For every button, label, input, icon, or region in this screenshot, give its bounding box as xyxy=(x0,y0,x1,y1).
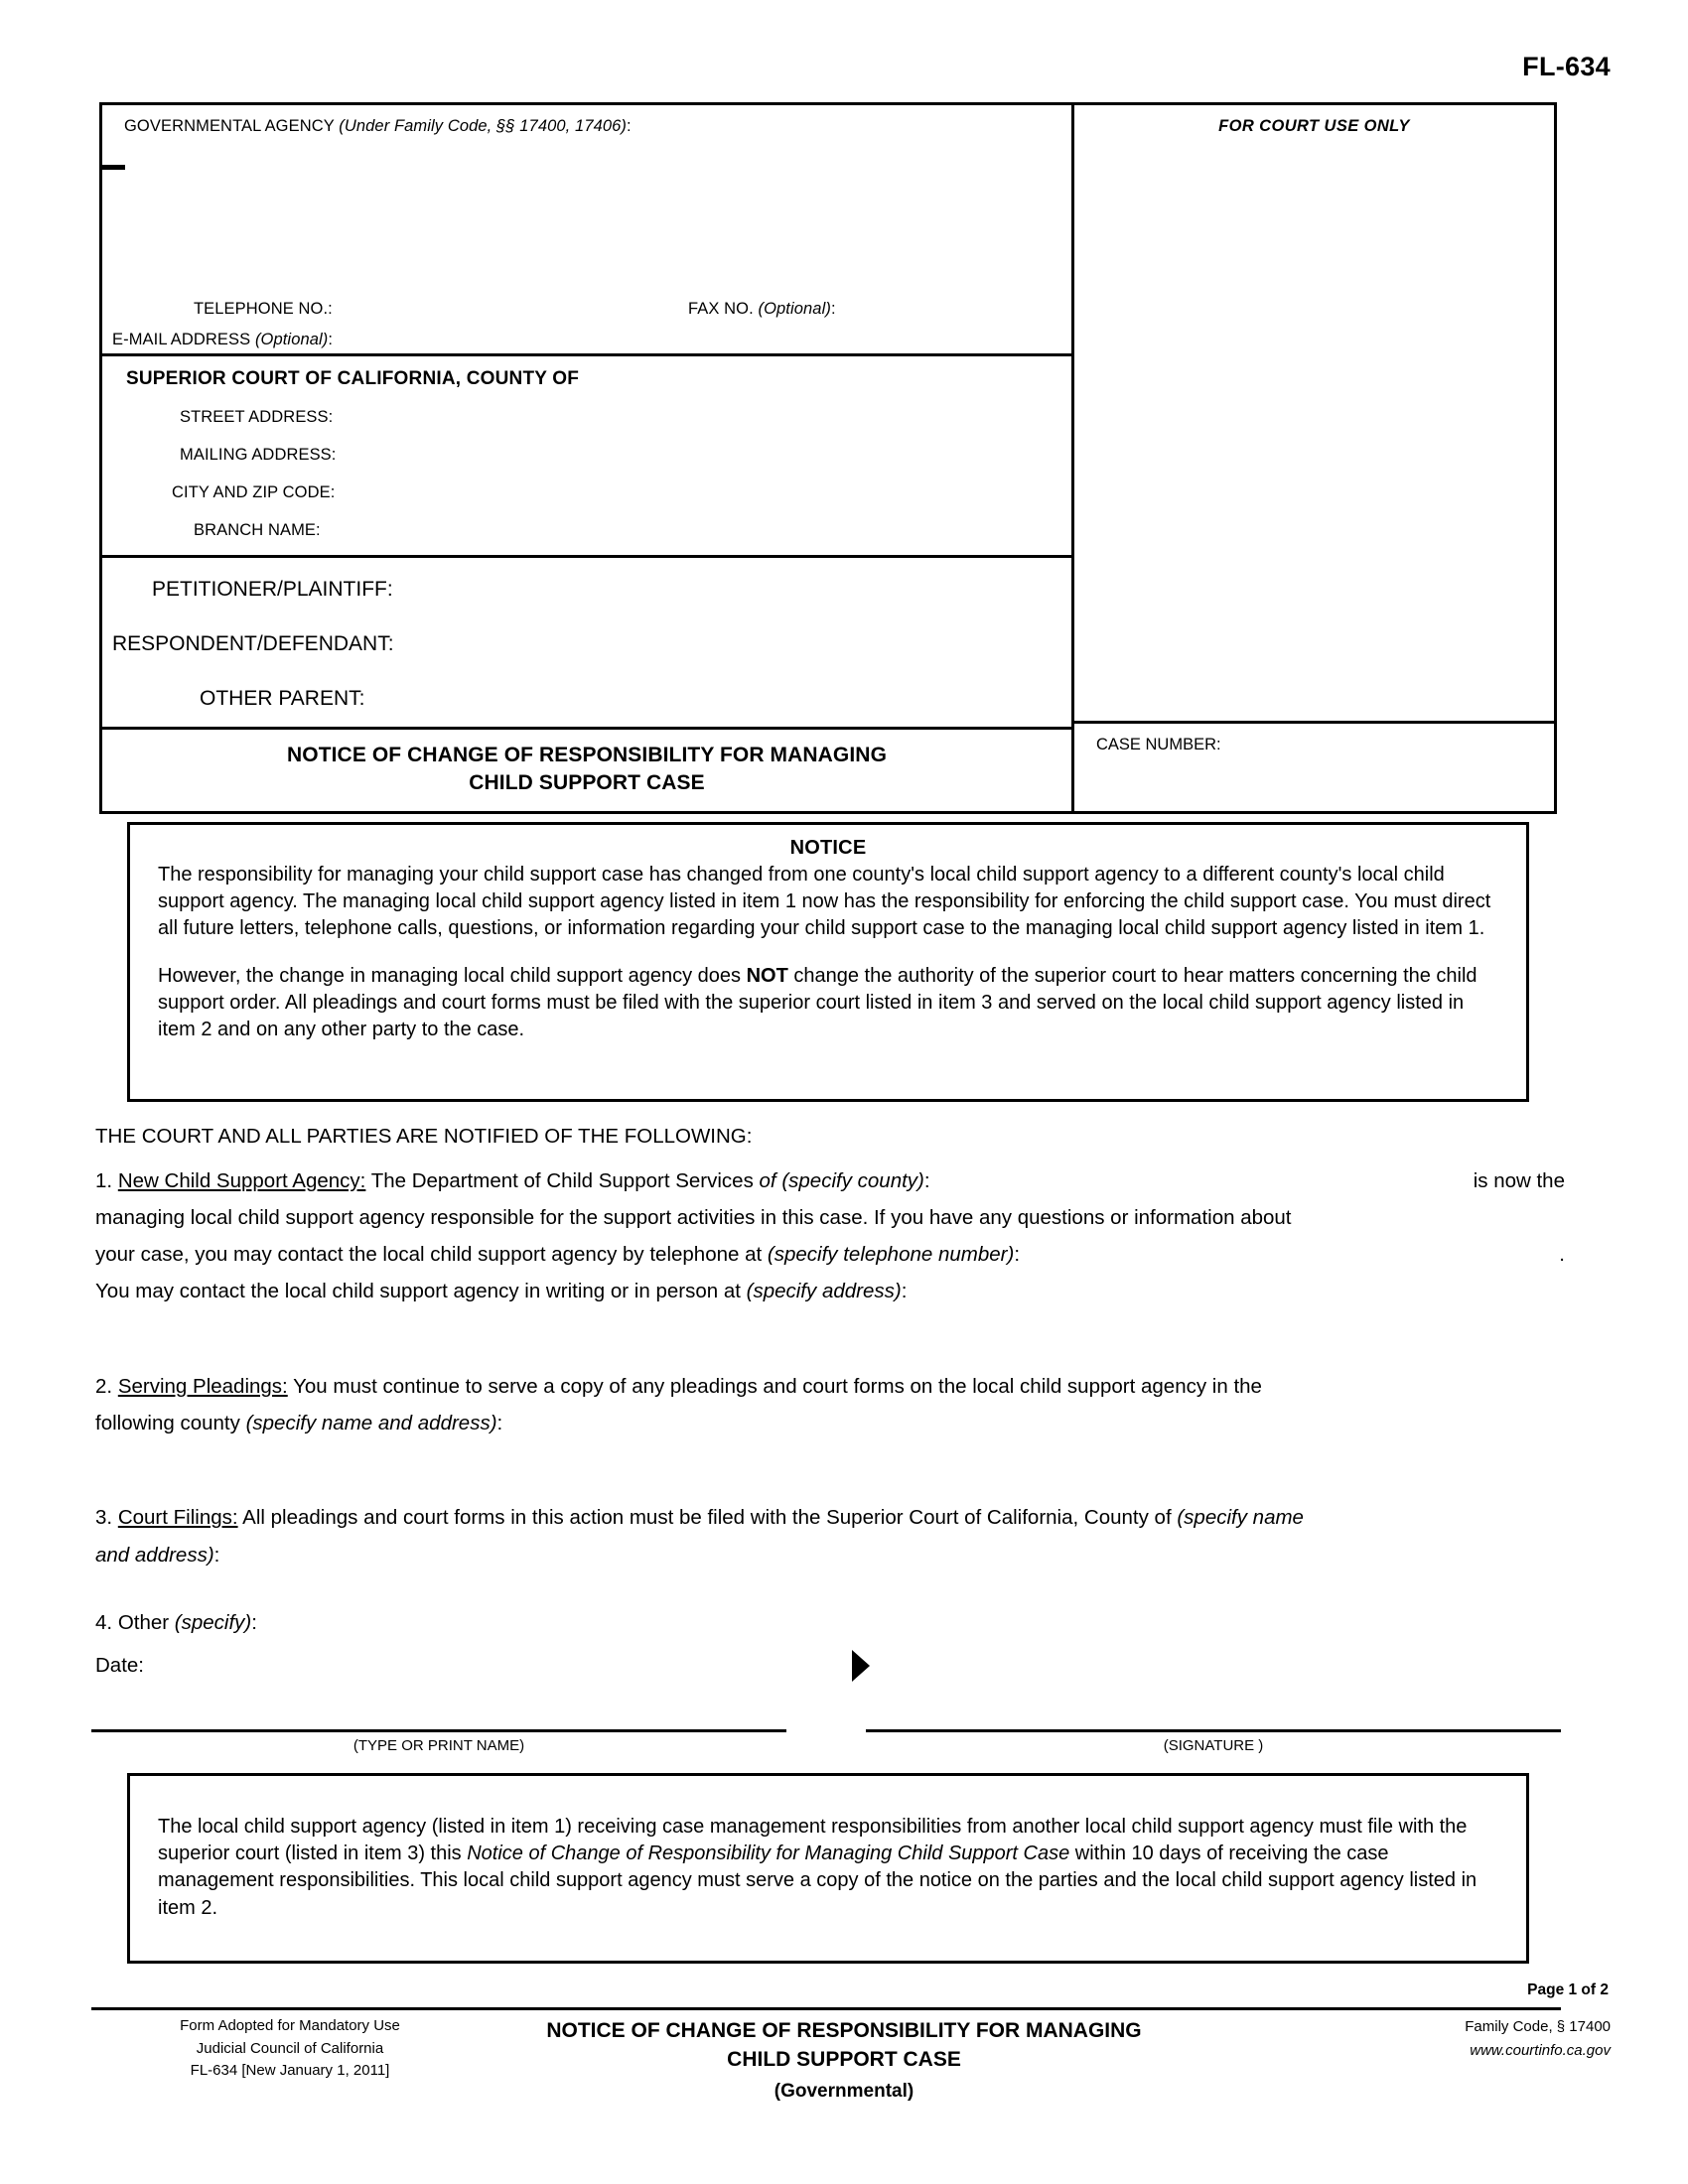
footer-title-line-3: (Governmental) xyxy=(774,2080,914,2102)
item-2-serving-pleadings: 2. Serving Pleadings: You must continue to serve a copy of any pleadings and court forms on the local child support agency in the following county (specify name and address): xyxy=(95,1368,1565,1442)
caption-upper-row xyxy=(102,105,1554,811)
governmental-agency-field[interactable] xyxy=(102,105,1071,353)
item-2-line-2: following county (specify name and address): xyxy=(95,1411,503,1434)
item-1-number: 1. xyxy=(95,1168,113,1192)
fax-no-label: FAX NO. (Optional): xyxy=(688,300,836,318)
item-1-line3-period: . xyxy=(1559,1243,1565,1267)
footer-website: www.courtinfo.ca.gov xyxy=(1470,2042,1611,2059)
for-court-use-only-label: FOR COURT USE ONLY xyxy=(1218,117,1410,135)
item-2-specify-name-address: (specify name and address) xyxy=(245,1411,497,1434)
date-label[interactable]: Date: xyxy=(95,1653,144,1677)
item-4-other: 4. Other (specify): xyxy=(95,1611,257,1634)
form-title-block xyxy=(102,727,1071,811)
notified-intro-line: THE COURT AND ALL PARTIES ARE NOTIFIED OF THE FOLLOWING: xyxy=(95,1125,753,1148)
street-address-label: STREET ADDRESS: xyxy=(180,408,334,426)
agency-tick-mark xyxy=(99,165,125,170)
instruction-form-name-italic: Notice of Change of Responsibility for Managing Child Support Case xyxy=(467,1843,1070,1865)
item-1-specify-telephone: (specify telephone number) xyxy=(767,1243,1015,1267)
city-zip-label: CITY AND ZIP CODE: xyxy=(172,483,336,501)
form-title xyxy=(102,742,1071,798)
footer-adoption-info xyxy=(91,2015,489,2083)
superior-court-field[interactable] xyxy=(102,353,1071,555)
item-1-heading: New Child Support Agency: xyxy=(117,1168,366,1192)
item-1-answer-space[interactable] xyxy=(95,1310,1565,1368)
item-1-line-3: your case, you may contact the local child support agency by telephone at (specify telephone number): . xyxy=(95,1236,1565,1273)
form-title-line1: NOTICE OF CHANGE OF RESPONSIBILITY FOR MANAGING xyxy=(287,744,887,766)
item-2-number: 2. xyxy=(95,1374,113,1398)
fax-optional-note: (Optional) xyxy=(758,300,831,318)
case-number-label: CASE NUMBER: xyxy=(1096,736,1221,753)
item-3-specify-address: and address) xyxy=(95,1543,214,1567)
signature-rule xyxy=(866,1729,1561,1732)
page-indicator: Page 1 of 2 xyxy=(1527,1981,1609,1998)
instruction-paragraph: The local child support agency (listed in item 1) receiving case management responsibilities from another local child support agency must file with the superior court (listed in item 3) this Notice of Change of Responsibility for Managing Child Support Case within 10 days of receiving the case management responsibilities. This local child support agency must serve a copy of the notice on the parties and the local child support agency listed in item 2. xyxy=(158,1816,1477,1919)
respondent-label: RESPONDENT/DEFENDANT: xyxy=(112,632,394,655)
footer-divider xyxy=(91,2007,1561,2010)
notice-not-emphasis: NOT xyxy=(746,965,788,988)
item-3-number: 3. xyxy=(95,1506,113,1530)
notice-paragraph-2: However, the change in managing local child support agency does NOT change the authority of the superior court to hear matters concerning the child support order. All pleadings and court forms must be filed with the superior court listed in item 3 and served on the local child support agency listed in item 2 and on any other party to the case. xyxy=(158,965,1477,1040)
footer-family-code: Family Code, § 17400 xyxy=(1465,2018,1611,2035)
footer-title-line-2: CHILD SUPPORT CASE xyxy=(727,2047,961,2071)
notice-box xyxy=(127,822,1529,1102)
branch-name-label: BRANCH NAME: xyxy=(194,521,321,539)
parties-field[interactable] xyxy=(102,555,1071,727)
footer-left-line-1: Form Adopted for Mandatory Use xyxy=(180,2017,400,2034)
footer-left-line-3: FL-634 [New January 1, 2011] xyxy=(190,2062,390,2079)
caption-left-column xyxy=(102,105,1071,811)
caption-right-column xyxy=(1071,105,1554,811)
notice-heading: NOTICE xyxy=(789,837,867,859)
petitioner-label: PETITIONER/PLAINTIFF: xyxy=(152,578,393,601)
item-4-number: 4. xyxy=(95,1611,113,1634)
signature-caption: (SIGNATURE ) xyxy=(1163,1737,1264,1754)
form-title-line2: CHILD SUPPORT CASE xyxy=(469,771,705,795)
item-1-line-4: You may contact the local child support agency in writing or in person at (specify address): xyxy=(95,1280,908,1303)
item-3-line-2: and address): xyxy=(95,1543,220,1567)
signature-arrow-icon xyxy=(852,1650,870,1682)
caption-block xyxy=(99,102,1557,814)
print-name-rule xyxy=(91,1729,786,1732)
notified-items-area xyxy=(95,1127,1565,1573)
item-1-line-2: managing local child support agency responsible for the support activities in this case. If you have any questions or information about xyxy=(95,1205,1292,1229)
item-4-label: Other xyxy=(117,1611,175,1634)
agency-label-citation: (Under Family Code, §§ 17400, 17406) xyxy=(339,117,628,135)
mailing-address-label: MAILING ADDRESS: xyxy=(180,446,337,464)
footer-form-title xyxy=(447,2017,1241,2105)
footer-title-line-1: NOTICE OF CHANGE OF RESPONSIBILITY FOR MANAGING xyxy=(546,2019,1142,2042)
item-4-specify: (specify) xyxy=(174,1611,252,1634)
case-number-field[interactable] xyxy=(1074,721,1554,805)
item-1-new-child-support-agency: 1. New Child Support Agency: The Department of Child Support Services of (specify county): is now the managing local child support agency responsible for the support activities in this case. If you have any questions or information about your case, you may contact the local child support agency by telephone at (specify telephone number): . You may contact the local child support agency in writing or in person at (specify address): xyxy=(95,1162,1565,1310)
print-name-caption: (TYPE OR PRINT NAME) xyxy=(352,1737,525,1754)
footer-citation xyxy=(1465,2015,1611,2063)
court-use-only-area xyxy=(1074,105,1554,721)
signature-area xyxy=(95,1613,1565,1676)
item-2-heading: Serving Pleadings: xyxy=(117,1374,288,1398)
item-2-answer-space[interactable] xyxy=(95,1441,1565,1499)
email-optional-note: (Optional) xyxy=(254,331,329,348)
item-1-specify-address: (specify address) xyxy=(746,1280,902,1303)
governmental-agency-label: GOVERNMENTAL AGENCY (Under Family Code, §§ 17400, 17406): xyxy=(124,117,632,135)
instruction-box xyxy=(127,1773,1529,1964)
form-number: FL-634 xyxy=(1522,52,1611,81)
item-3-court-filings: 3. Court Filings: All pleadings and court forms in this action must be filed with the Superior Court of California, County of (specify name and address): xyxy=(95,1499,1565,1573)
telephone-no-label: TELEPHONE NO.: xyxy=(194,300,333,318)
item-1-specify-county: of (specify county) xyxy=(759,1168,924,1192)
email-address-label: E-MAIL ADDRESS (Optional): xyxy=(112,331,334,348)
notice-paragraph-1: The responsibility for managing your child support case has changed from one county's local child support agency to a different county's local child support agency. The managing local child support agency listed in item 1 now has the responsibility for enforcing the child support case. You must direct all future letters, telephone calls, questions, or information regarding your child support case to the managing local child support agency listed in item 1. xyxy=(158,864,1491,939)
other-parent-label: OTHER PARENT: xyxy=(200,687,365,710)
item-1-tail-text: is now the xyxy=(1473,1168,1565,1192)
item-3-specify-name: (specify name xyxy=(1177,1506,1304,1530)
footer-left-line-2: Judicial Council of California xyxy=(196,2039,384,2057)
item-3-heading: Court Filings: xyxy=(117,1506,238,1530)
superior-court-title: SUPERIOR COURT OF CALIFORNIA, COUNTY OF xyxy=(126,368,580,389)
